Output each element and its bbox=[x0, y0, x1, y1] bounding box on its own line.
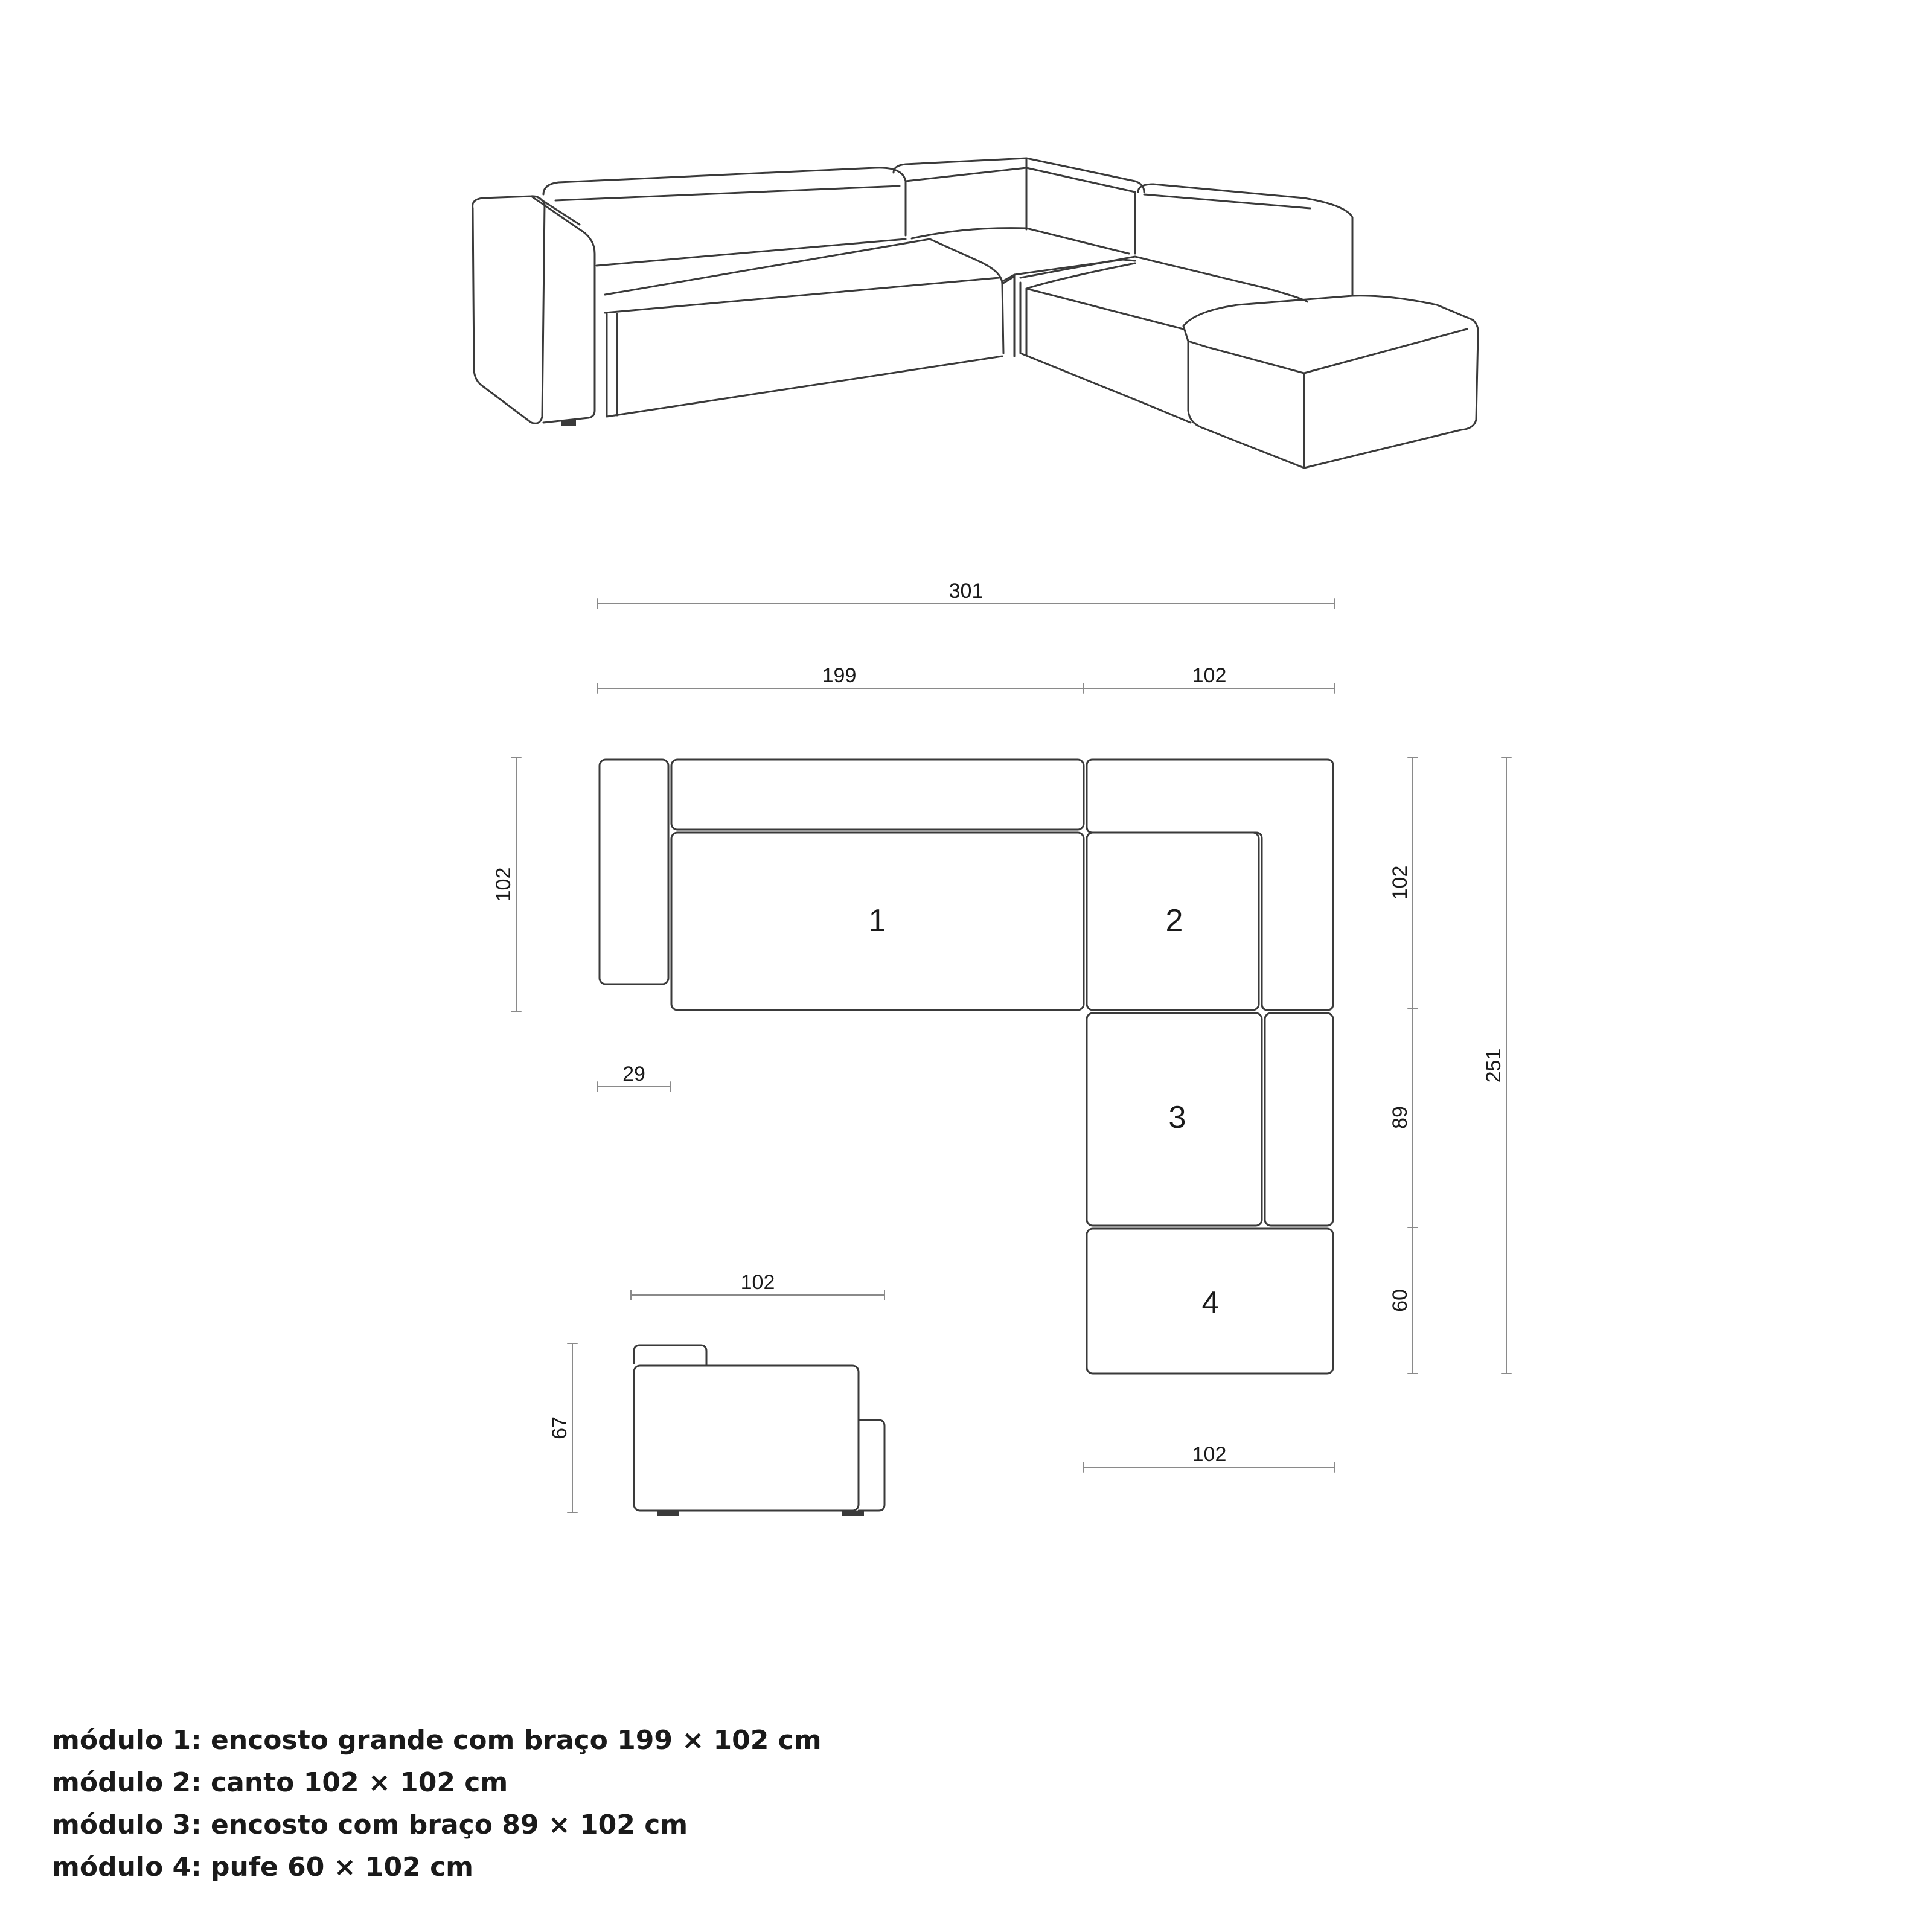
dim-label-side-width: 102 bbox=[740, 1271, 775, 1294]
module-2-back bbox=[1087, 760, 1333, 1010]
dim-label-right-depth-mid: 89 bbox=[1389, 1106, 1412, 1129]
dim-label-left-depth: 102 bbox=[492, 867, 515, 902]
dim-label-overall-depth: 251 bbox=[1482, 1048, 1505, 1083]
module-2-label: 2 bbox=[1165, 903, 1183, 938]
dim-label-overall-width: 301 bbox=[948, 580, 984, 603]
module-1-back bbox=[671, 760, 1084, 830]
plan-dimensions bbox=[511, 599, 1511, 1512]
sofa-perspective-view bbox=[473, 158, 1479, 468]
sofa-plan-view bbox=[600, 760, 1333, 1374]
dim-label-right-depth-top: 102 bbox=[1389, 865, 1412, 900]
dim-label-arm-width: 29 bbox=[622, 1063, 645, 1086]
module-1-label: 1 bbox=[868, 903, 886, 938]
legend-module-2: módulo 2: canto 102 × 102 cm bbox=[52, 1767, 508, 1798]
sofa-side-view bbox=[634, 1345, 884, 1516]
dim-label-side-height: 67 bbox=[548, 1416, 571, 1439]
legend-module-1: módulo 1: encosto grande com braço 199 × 102 cm bbox=[52, 1725, 822, 1756]
legend-module-3: módulo 3: encosto com braço 89 × 102 cm bbox=[52, 1809, 688, 1840]
dim-label-module1-width: 199 bbox=[822, 664, 857, 687]
dim-label-corner-width: 102 bbox=[1192, 664, 1227, 687]
dim-label-right-depth-bottom: 60 bbox=[1389, 1289, 1412, 1312]
module-1-arm bbox=[600, 760, 668, 984]
dim-label-bottom-width: 102 bbox=[1192, 1443, 1227, 1466]
module-legend bbox=[52, 1719, 1018, 1889]
module-3-arm bbox=[1265, 1013, 1333, 1226]
module-4-label: 4 bbox=[1201, 1285, 1220, 1320]
module-3-label: 3 bbox=[1168, 1100, 1186, 1135]
legend-module-4: módulo 4: pufe 60 × 102 cm bbox=[52, 1852, 474, 1882]
